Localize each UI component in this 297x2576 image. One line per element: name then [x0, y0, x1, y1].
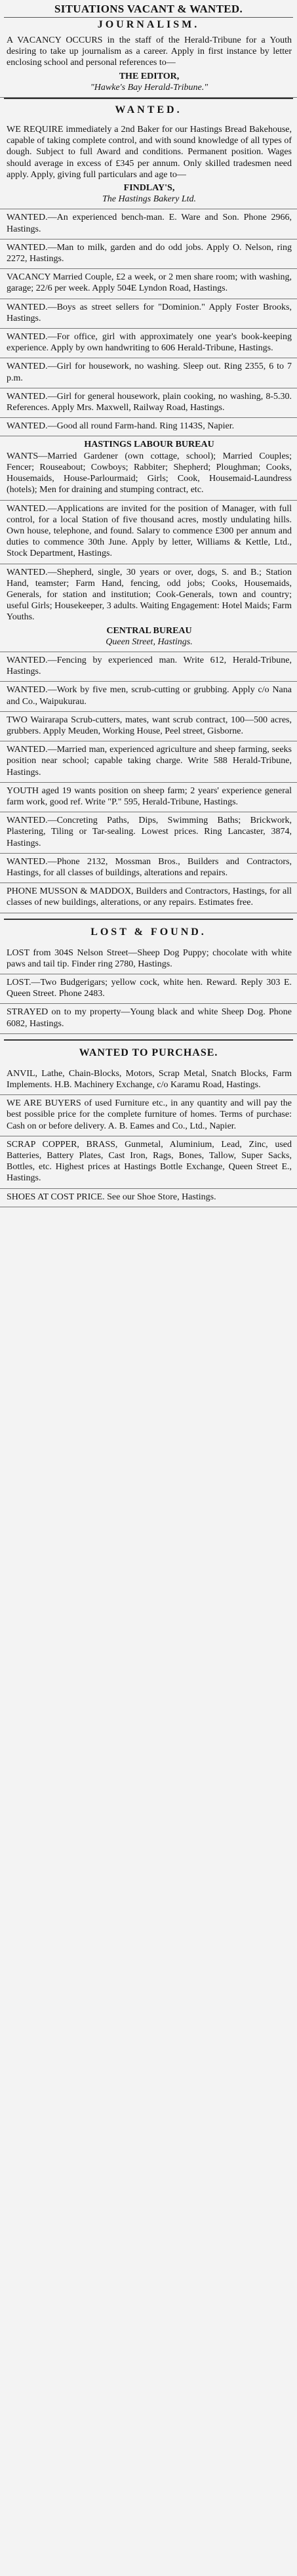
lost-found-heading: LOST & FOUND.	[90, 926, 207, 938]
purchase-ad: SCRAP COPPER, BRASS, Gunmetal, Aluminium, Lead, Zinc, used Batteries, Battery Plates, Cast Iron, Rags, Bones, Tallow, Super Sacks, Bottles, etc. Highest prices at Hastings Bottle Exchange, Queen Street E., Hastings.	[0, 1136, 297, 1189]
journalism-heading: JOURNALISM.	[97, 19, 200, 30]
ad-text: WE REQUIRE immediately a 2nd Baker for our Hastings Bread Bakehouse, capable of taking complete control, and with sound knowledge of all types of dough. Subject to full Award and conditions. Permanent position. Wages should average in excess of £345 per annum. Only skilled tradesmen need apply. Apply, giving full particulars and age to—	[7, 125, 292, 180]
purchase-heading: WANTED TO PURCHASE.	[79, 1047, 218, 1058]
classified-ad: WANTED.—Fencing by experienced man. Write 612, Herald-Tribune, Hastings.	[0, 652, 297, 682]
classified-ad: WANTED.—Concreting Paths, Dips, Swimming Baths; Brickwork, Plastering, Tiling or Tar-sealing. Lowest prices. Ring Lancaster, 3874, Hastings.	[0, 812, 297, 854]
journalism-ad	[0, 32, 297, 98]
classified-ad: WANTED.—Girl for general housework, plain cooking, no washing, 8-5.30. References. Apply Mrs. Maxwell, Railway Road, Hastings.	[0, 388, 297, 418]
ad-text: WANTED.—Shepherd, single, 30 years or over, dogs, S. and B.; Station Hand, teamster; Farm Hand, fencing, odd jobs; Cooks, Housemaids, Generals, for station and institution; Cook-Generals, town and country; useful Girls; Housekeeper, 3 adults. Waiting Engagement: Hotel Maids; Farm Youths.	[7, 567, 292, 623]
lost-ad: LOST from 304S Nelson Street—Sheep Dog Puppy; chocolate with white paws and tail tip. Finder ring 2780, Hastings.	[0, 945, 297, 974]
classified-ad: WANTED.—Married man, experienced agriculture and sheep farming, seeks position near school; capable taking charge. Write 588 Herald-Tribune, Hastings.	[0, 741, 297, 783]
ad-signature-sub: "Hawke's Bay Herald-Tribune."	[90, 82, 208, 93]
ad-text: A VACANCY OCCURS in the staff of the Herald-Tribune for a Youth desiring to take up journalism as a career. Apply in first instance by letter enclosing school and personal references to—	[7, 35, 292, 68]
classified-ad: YOUTH aged 19 wants position on sheep farm; 2 years' experience general farm work, good ref. Write "P." 595, Herald-Tribune, Hastings.	[0, 783, 297, 812]
classified-ad: WANTED.—Applications are invited for the position of Manager, with full control, for a local Station of five thousand acres, mostly undulating hills. Own house, telephone, and found. Salary to commence £300 per annum and duties to commence 30th June. Apply by letter, Williams & Kettle, Ltd., Stock Department, Hastings.	[0, 501, 297, 564]
classified-ad: WANTED.—Boys as street sellers for "Dominion." Apply Foster Brooks, Hastings.	[0, 299, 297, 329]
classified-ad: WANTED.—Phone 2132, Mossman Bros., Builders and Contractors, Hastings, for all classes of buildings, alterations and repairs.	[0, 854, 297, 883]
classified-ad: VACANCY Married Couple, £2 a week, or 2 men share room; with washing, garage; 22/6 per week. Apply 504E Lyndon Road, Hastings.	[0, 269, 297, 299]
ad-signature-sub: Queen Street, Hastings.	[106, 636, 193, 647]
purchase-ad: ANVIL, Lathe, Chain-Blocks, Motors, Scrap Metal, Snatch Blocks, Farm Implements. H.B. Machinery Exchange, c/o Karamu Road, Hastings.	[0, 1066, 297, 1095]
wanted-heading: WANTED.	[115, 104, 182, 116]
ad-heading: HASTINGS LABOUR BUREAU	[84, 440, 214, 450]
lost-ad: STRAYED on to my property—Young black and white Sheep Dog. Phone 6082, Hastings.	[0, 1004, 297, 1033]
classified-ad: WANTED.—Work by five men, scrub-cutting or grubbing. Apply c/o Nana and Co., Waipukurau.	[0, 682, 297, 711]
findlays-ad	[0, 121, 297, 209]
purchase-ad: WE ARE BUYERS of used Furniture etc., in any quantity and will pay the best possible price for the complete furniture of homes. Terms of purchase: Cash on or before delivery. A. B. Eames and Co., Ltd., Napier.	[0, 1095, 297, 1136]
labour-bureau-ad	[0, 436, 297, 500]
ad-signature-sub: The Hastings Bakery Ltd.	[102, 194, 197, 205]
section-title: SITUATIONS VACANT & WANTED.	[54, 3, 243, 15]
ad-signature: FINDLAY'S,	[123, 183, 175, 194]
classified-ad: WANTED.—For office, girl with approximately one year's book-keeping experience. Apply by own handwriting to 606 Herald-Tribune, Hastings.	[0, 329, 297, 358]
classified-ad: PHONE MUSSON & MADDOX, Builders and Contractors, Hastings, for all classes of new buildings, alterations, or any repairs. Estimates free.	[0, 883, 297, 913]
lost-ad: LOST.—Two Budgerigars; yellow cock, white hen. Reward. Reply 303 E. Queen Street. Phone 2483.	[0, 974, 297, 1004]
classified-ad: WANTED.—Man to milk, garden and do odd jobs. Apply O. Nelson, ring 2272, Hastings.	[0, 239, 297, 269]
classified-ad: WANTED.—An experienced bench-man. E. Ware and Son. Phone 2966, Hastings.	[0, 209, 297, 239]
ad-signature: CENTRAL BUREAU	[106, 625, 192, 636]
purchase-ad: SHOES AT COST PRICE. See our Shoe Store, Hastings.	[0, 1189, 297, 1207]
classified-ad: WANTED.—Good all round Farm-hand. Ring 1143S, Napier.	[0, 418, 297, 436]
ad-signature: THE EDITOR,	[119, 71, 180, 81]
classified-ad: WANTED.—Girl for housework, no washing. Sleep out. Ring 2355, 6 to 7 p.m.	[0, 358, 297, 388]
classified-ad: TWO Wairarapa Scrub-cutters, mates, want scrub contract, 100—500 acres, grubbers. Apply Meuden, Working House, Peel street, Gisborne.	[0, 712, 297, 741]
central-bureau-ad	[0, 564, 297, 652]
ad-text: WANTS—Married Gardener (own cottage, school); Married Couples; Fencer; Rouseabout; Cowboys; Rabbiter; Shepherd; Ploughman; Cooks, Housemaids, House-Parlourmaid; Girls; Cook, Housemaid-Laundress (hotels); Men for draining and stumping contract, etc.	[7, 451, 292, 495]
